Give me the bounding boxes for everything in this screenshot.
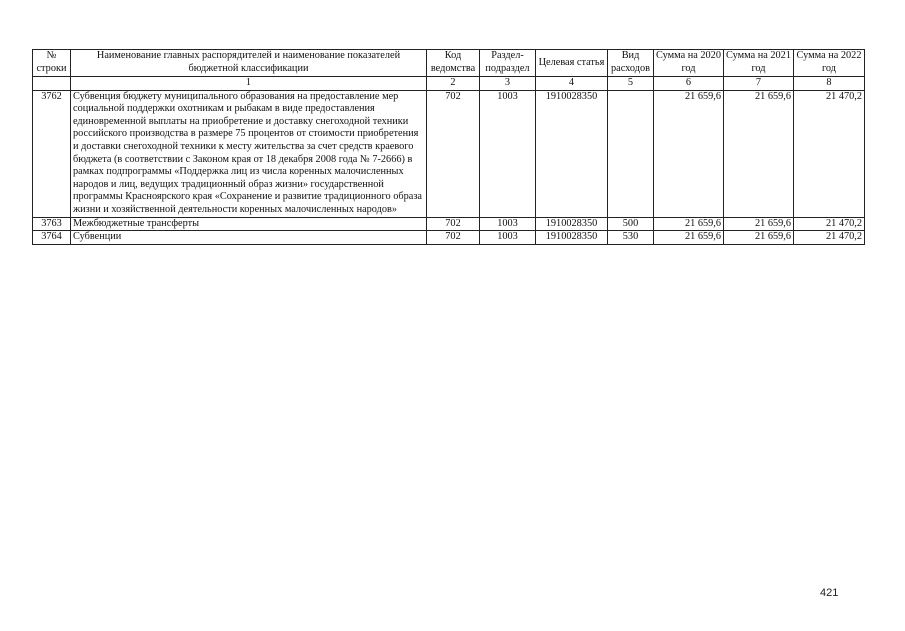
row-sum-2020: 21 659,6	[654, 217, 724, 231]
header-section: Раздел-подраздел	[480, 50, 536, 77]
index-cell: 1	[71, 77, 427, 91]
header-row	[33, 50, 865, 77]
row-number: 3764	[33, 231, 71, 245]
row-expense-kind	[608, 90, 654, 217]
table-row	[33, 231, 865, 245]
header-dept-code: Код ведомства	[427, 50, 480, 77]
row-name: Субвенция бюджету муниципального образования на предоставление мер социальной поддержки охотникам и рыбакам в виде предоставления единовременной выплаты на приобретение и доставку снегоходной техники российского производства в размере 75 процентов от стоимости приобретения и доставки снегоходной техники к месту жительства за счет средств краевого бюджета (в соответствии с Законом края от 18 декабря 2008 года № 7-2666) в рамках подпрограммы «Поддержка лиц из числа коренных малочисленных народов и лиц, ведущих традиционный образ жизни» государственной программы Красноярского края «Сохранение и развитие традиционного образа жизни и хозяйственной деятельности коренных малочисленных народов»	[71, 90, 427, 217]
header-row-number: № строки	[33, 50, 71, 77]
index-cell: 8	[794, 77, 865, 91]
row-sum-2020: 21 659,6	[654, 231, 724, 245]
row-number: 3762	[33, 90, 71, 217]
row-number: 3763	[33, 217, 71, 231]
row-name: Субвенции	[71, 231, 427, 245]
row-expense-kind: 500	[608, 217, 654, 231]
index-cell: 7	[724, 77, 794, 91]
row-section: 1003	[480, 217, 536, 231]
row-sum-2021: 21 659,6	[724, 231, 794, 245]
row-dept-code: 702	[427, 217, 480, 231]
index-cell: 6	[654, 77, 724, 91]
header-sum-2022: Сумма на 2022 год	[794, 50, 865, 77]
row-sum-2020: 21 659,6	[654, 90, 724, 217]
row-sum-2022: 21 470,2	[794, 231, 865, 245]
index-cell: 3	[480, 77, 536, 91]
index-cell: 2	[427, 77, 480, 91]
row-section: 1003	[480, 90, 536, 217]
index-cell: 5	[608, 77, 654, 91]
row-target-article: 1910028350	[536, 217, 608, 231]
header-sum-2020: Сумма на 2020 год	[654, 50, 724, 77]
header-expense-kind: Вид расходов	[608, 50, 654, 77]
row-section: 1003	[480, 231, 536, 245]
table-row	[33, 217, 865, 231]
budget-table	[32, 49, 865, 245]
row-target-article: 1910028350	[536, 90, 608, 217]
page-number: 421	[820, 587, 839, 599]
row-sum-2022: 21 470,2	[794, 217, 865, 231]
row-name: Межбюджетные трансферты	[71, 217, 427, 231]
row-target-article: 1910028350	[536, 231, 608, 245]
index-cell	[33, 77, 71, 91]
header-target-article: Целевая статья	[536, 50, 608, 77]
row-dept-code: 702	[427, 90, 480, 217]
header-sum-2021: Сумма на 2021 год	[724, 50, 794, 77]
header-name: Наименование главных распорядителей и наименование показателей бюджетной классификации	[71, 50, 427, 77]
row-sum-2021: 21 659,6	[724, 217, 794, 231]
column-index-row	[33, 77, 865, 91]
table-row	[33, 90, 865, 217]
row-dept-code: 702	[427, 231, 480, 245]
row-sum-2021: 21 659,6	[724, 90, 794, 217]
row-expense-kind: 530	[608, 231, 654, 245]
row-sum-2022: 21 470,2	[794, 90, 865, 217]
index-cell: 4	[536, 77, 608, 91]
